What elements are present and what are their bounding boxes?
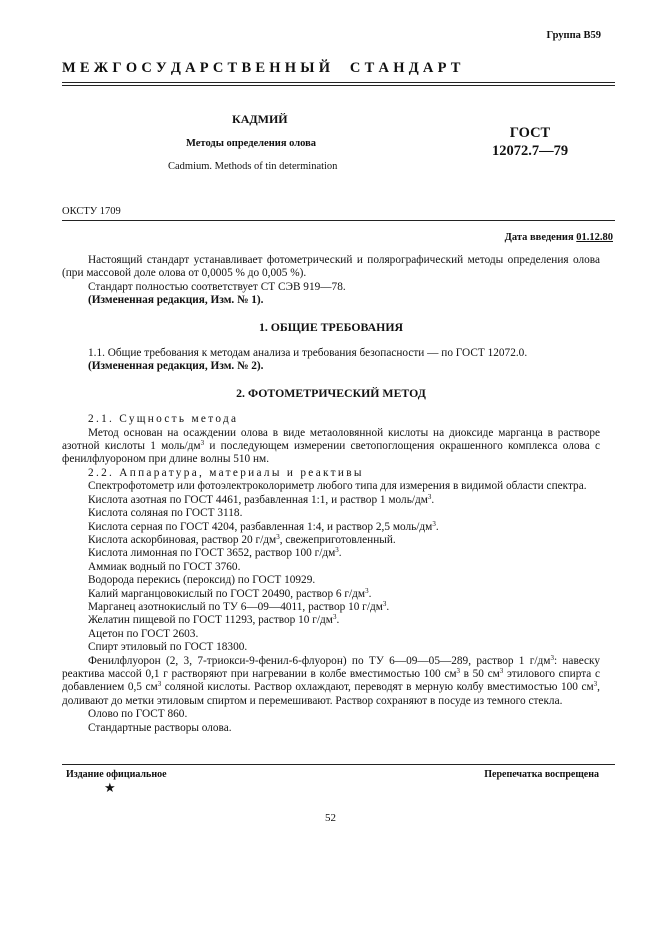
document-title: КАДМИЙ <box>232 112 288 126</box>
english-title: Cadmium. Methods of tin determination <box>168 161 338 172</box>
page-number: 52 <box>325 812 336 824</box>
gost-label: ГОСТ <box>509 125 551 141</box>
section-1-paragraph: 1.1. Общие требования к методам анализа и требования безопасности — по ГОСТ 12072.0. <box>88 347 528 360</box>
document-subtitle: Методы определения олова <box>186 138 317 149</box>
section-1-amendment: (Измененная редакция, Изм. № 2). <box>88 360 264 373</box>
reagent-sulfuric-acid: Кислота серная по ГОСТ 4204, разбавленная 1:4, и раствор 2,5 моль/$дм^3$. <box>88 519 439 533</box>
standard-banner: М Е Ж Г О С У Д А Р С Т В Е Н Н Ы Й С Т А Н Д А Р Т <box>62 60 461 76</box>
reagent-standard-solutions: Стандартные растворы олова. <box>88 721 232 734</box>
reagent-acetone: Ацетон по ГОСТ 2603. <box>88 627 199 640</box>
okstu-code: ОКСТУ 1709 <box>62 206 121 217</box>
reagent-hydrogen-peroxide: Водорода перекись (пероксид) по ГОСТ 10929. <box>88 574 316 587</box>
reagent-potassium-permanganate: Калий марганцовокислый по ГОСТ 20490, раствор 6 $г/дм^3$. <box>88 586 372 600</box>
section-1-heading: 1. ОБЩИЕ ТРЕБОВАНИЯ <box>258 319 404 334</box>
reagent-gelatin: Желатин пищевой по ГОСТ 11293, раствор 10 $г/дм^3$. <box>88 613 340 627</box>
intro-paragraph-2: Стандарт полностью соответствует СТ СЭВ 919—78. <box>88 280 346 293</box>
group-code: Группа B59 <box>546 30 601 41</box>
okstu-rule <box>62 220 615 221</box>
gost-number: 12072.7—79 <box>491 143 569 159</box>
footer-rule <box>62 764 615 765</box>
subsection-2-2-text: Спектрофотометр или фотоэлектроколориметр любого типа для измерения в видимой области спектра. <box>88 480 587 493</box>
reagent-ethanol: Спирт этиловый по ГОСТ 18300. <box>88 641 248 654</box>
reagent-hydrochloric-acid: Кислота соляная по ГОСТ 3118. <box>88 507 243 520</box>
header-rule-top <box>62 82 615 83</box>
reagent-nitric-acid: Кислота азотная по ГОСТ 4461, разбавленная 1:1, и раствор 1 моль/$дм^3$. <box>88 492 435 506</box>
intro-date-value: 01.12.80 <box>576 232 613 243</box>
section-2-heading: 2. ФОТОМЕТРИЧЕСКИЙ МЕТОД <box>236 385 426 400</box>
intro-amendment: (Измененная редакция, Изм. № 1). <box>88 294 264 307</box>
subsection-2-1-text: Метод основан на осаждении олова в виде метаоловянной кислоты на диоксиде марганца в растворе азотной кислоты 1 моль/$дм^3$ и последующем измерении светопоглощения окрашенного комплекса олова с фенилфлуороном при длине волны 510 нм. <box>62 426 600 466</box>
reagent-ammonia: Аммиак водный по ГОСТ 3760. <box>88 560 241 573</box>
intro-date-label: Дата введения <box>504 232 574 243</box>
official-edition: Издание официальное <box>66 769 167 780</box>
header-rule-bottom <box>62 85 615 86</box>
subsection-2-2-title: 2.2. Аппаратура, материалы и реактивы <box>88 466 364 479</box>
reagent-ascorbic-acid: Кислота аскорбиновая, раствор 20 $г/дм^3$, свежеприготовленный. <box>88 532 396 546</box>
intro-date <box>505 232 613 243</box>
reprint-prohibited: Перепечатка воспрещена <box>484 769 599 780</box>
star-icon: ★ <box>104 780 116 795</box>
reagent-tin: Олово по ГОСТ 860. <box>88 708 188 721</box>
reagent-phenylfluorone: Фенилфлуорон (2, 3, 7-триокси-9-фенил-6-флуорон) по ТУ 6—09—05—289, раствор 1 $г/дм^3$: навеску реактива массой 0,1 г растворяют при нагревании в колбе вместимостью 100 $см^3$ в 50 $см^3$ этилового спирта с добавлением 0,5 $см^3$ соляной кислоты. Раствор охлаждают, переводят в мерную колбу вместимостью 100 $см^3$, доливают до метки этиловым спиртом и перемешивают. Раствор сохраняют в посуде из темного стекла. <box>62 653 600 707</box>
reagent-citric-acid: Кислота лимонная по ГОСТ 3652, раствор 100 $г/дм^3$. <box>88 546 342 560</box>
reagent-manganese-nitrate: Марганец азотнокислый по ТУ 6—09—4011, раствор 10 $г/дм^3$. <box>88 599 390 613</box>
main-text <box>62 254 600 735</box>
subsection-2-1-title: 2.1. Сущность метода <box>88 413 239 426</box>
intro-paragraph-1: Настоящий стандарт устанавливает фотометрический и полярографический методы определения олова (при массовой доле олова от 0,0005 % до 0,005 %). <box>62 254 600 280</box>
